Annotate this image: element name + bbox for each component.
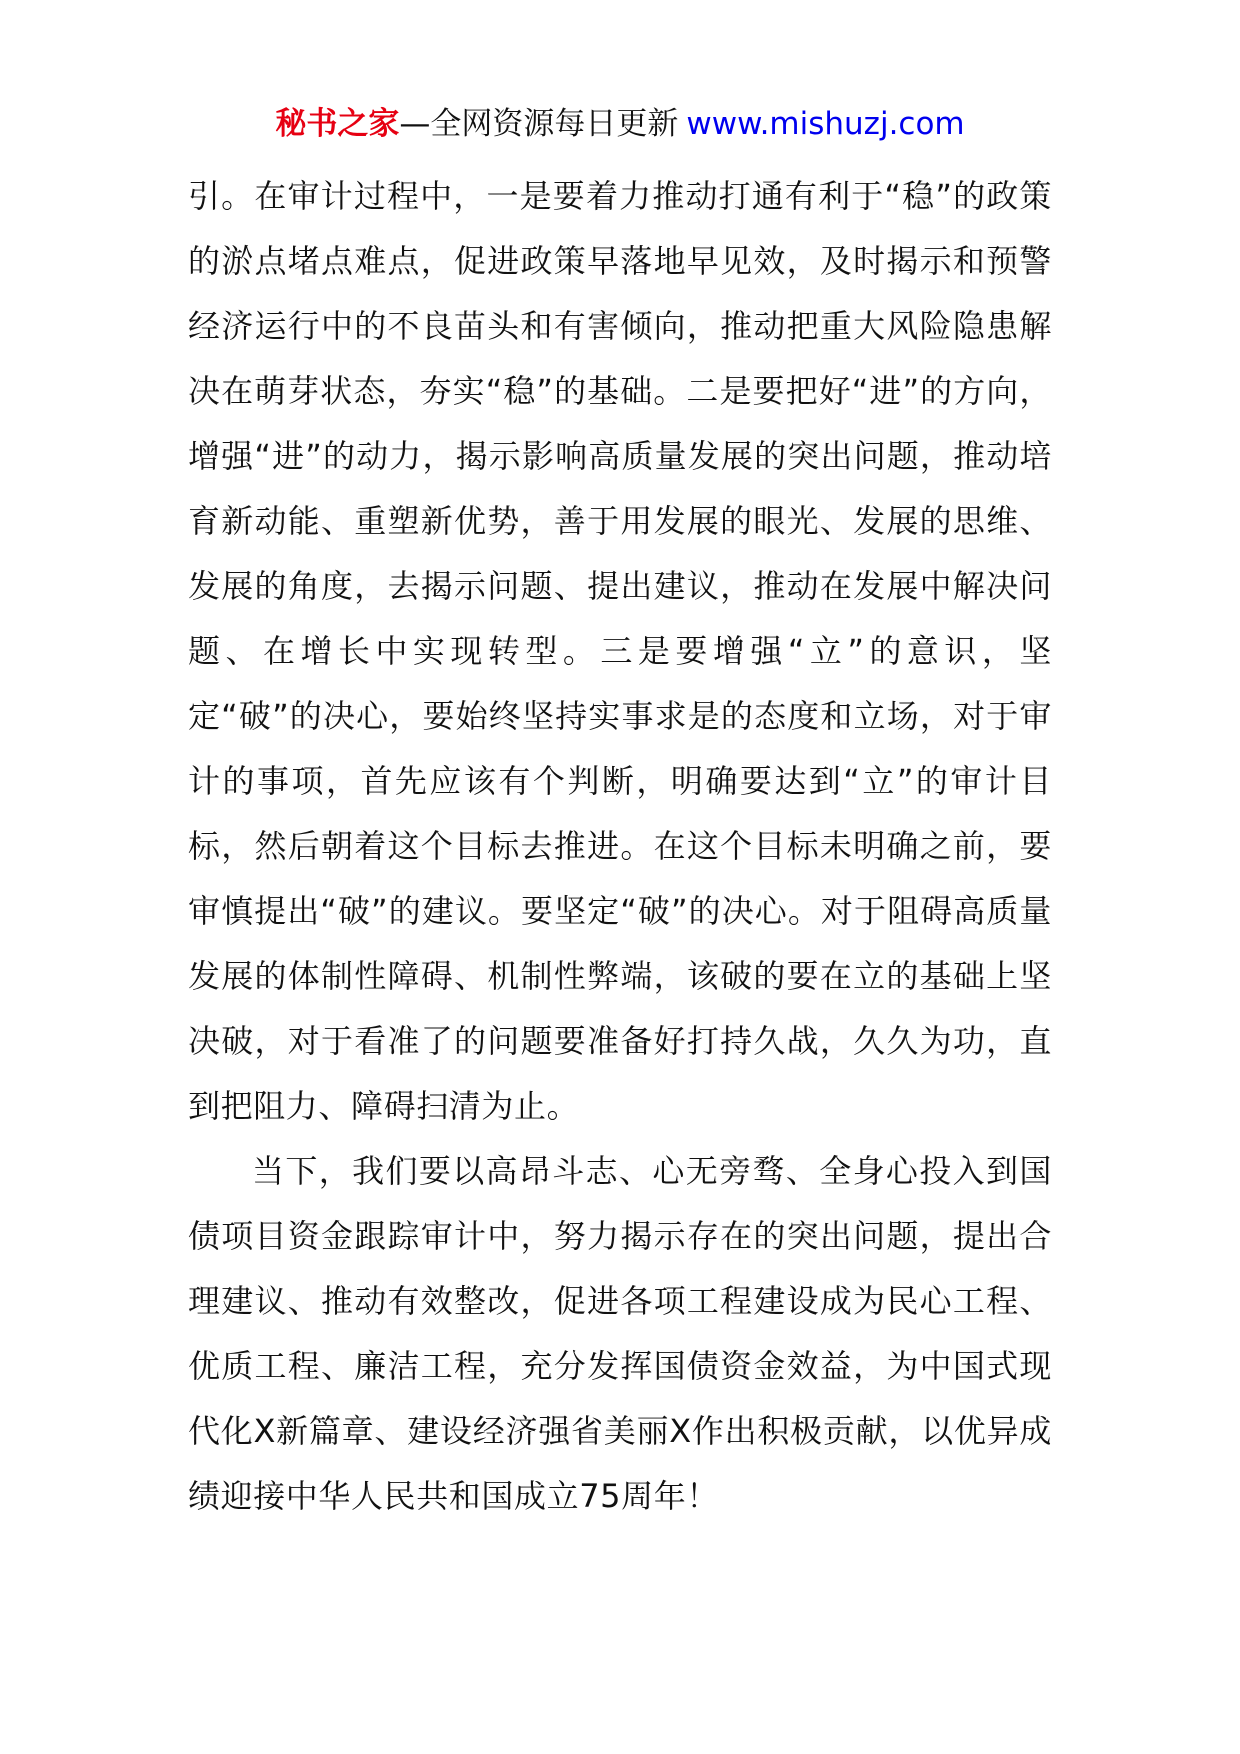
body-paragraph: 引。在审计过程中，一是要着力推动打通有利于“稳”的政策的淤点堵点难点，促进政策早落地早见效，及时揭示和预警经济运行中的不良苗头和有害倾向，推动把重大风险隐患解决在萌芽状态，夯实“稳”的基础。二是要把好“进”的方向，增强“进”的动力，揭示影响高质量发展的突出问题，推动培育新动能、重塑新优势，善于用发展的眼光、发展的思维、发展的角度，去揭示问题、提出建议，推动在发展中解决问题、在增长中实现转型。三是要增强“立”的意识，坚定“破”的决心，要始终坚持实事求是的态度和立场，对于审计的事项，首先应该有个判断，明确要达到“立”的审计目标，然后朝着这个目标去推进。在这个目标未明确之前，要审慎提出“破”的建议。要坚定“破”的决心。对于阻碍高质量发展的体制性障碍、机制性弊端，该破的要在立的基础上坚决破，对于看准了的问题要准备好打持久战，久久为功，直到把阻力、障碍扫清为止。 [188,177,1052,1125]
body-paragraph: 当下，我们要以高昂斗志、心无旁骛、全身心投入到国债项目资金跟踪审计中，努力揭示存在的突出问题，提出合理建议、推动有效整改，促进各项工程建设成为民心工程、优质工程、廉洁工程，充分发挥国债资金效益，为中国式现代化X新篇章、建设经济强省美丽X作出积极贡献，以优异成绩迎接中华人民共和国成立75周年！ [188,1152,1052,1515]
header-brand: 秘书之家 [275,106,400,142]
document-body [188,164,1052,1529]
header-site-link[interactable]: www.mishuzj.com [686,106,965,142]
header-tagline: —全网资源每日更新 [399,106,679,142]
page-header [0,100,1240,148]
